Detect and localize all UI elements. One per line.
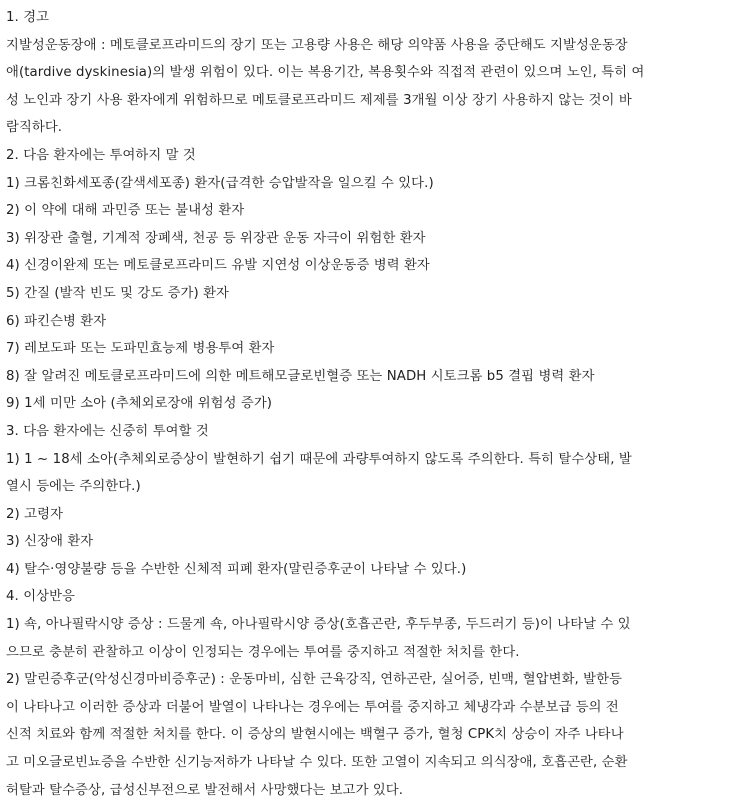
list-item-continuation: 고 미오글로빈뇨증을 수반한 신기능저하가 나타날 수 있다. 또한 고열이 지속되고 의식장애, 호흡곤란, 순환 (6, 755, 628, 771)
list-item: 4) 탈수·영양불량 등을 수반한 신체적 피폐 환자(말린증후군이 나타날 수 있다.) (6, 561, 467, 577)
list-item: 8) 잘 알려진 메토클로프라미드에 의한 메트해모글로빈혈증 또는 NADH 시토크롬 b5 결핍 병력 환자 (6, 368, 595, 384)
list-item-continuation: 으므로 충분히 관찰하고 이상이 인정되는 경우에는 투여를 중지하고 적절한 처치를 한다. (6, 644, 520, 660)
list-item-continuation: 신적 치료와 함께 적절한 처치를 한다. 이 증상의 발현시에는 백혈구 증가, 혈청 CPK치 상승이 자주 나타나 (6, 727, 624, 743)
paragraph-line: 람직하다. (6, 120, 63, 136)
list-item: 2) 고령자 (6, 506, 64, 522)
paragraph-line: 성 노인과 장기 사용 환자에게 위험하므로 메토클로프라미드 제제를 3개월 이상 장기 사용하지 않는 것이 바 (6, 92, 632, 108)
list-item: 3) 위장관 출혈, 기계적 장폐색, 천공 등 위장관 운동 자극이 위험한 환자 (6, 230, 426, 246)
list-item-continuation: 허탈과 탈수증상, 급성신부전으로 발전해서 사망했다는 보고가 있다. (6, 782, 404, 798)
list-item-continuation: 이 나타나고 이러한 증상과 더불어 발열이 나타나는 경우에는 투여를 중지하고 체냉각과 수분보급 등의 전 (6, 699, 619, 715)
section-heading-adverse-reactions: 4. 이상반응 (6, 589, 75, 605)
list-item: 2) 말린증후군(악성신경마비증후군) : 운동마비, 심한 근육강직, 연하곤란, 실어증, 빈맥, 혈압변화, 발한등 (6, 672, 623, 688)
list-item: 5) 간질 (발작 빈도 및 강도 증가) 환자 (6, 285, 229, 301)
list-item: 3) 신장애 환자 (6, 534, 94, 550)
list-item: 1) 1 ~ 18세 소아(추체외로증상이 발현하기 쉽기 때문에 과량투여하지 않도록 주의한다. 특히 탈수상태, 발 (6, 451, 632, 467)
list-item: 9) 1세 미만 소아 (추체외로장애 위험성 증가) (6, 396, 273, 412)
list-item: 7) 레보도파 또는 도파민효능제 병용투여 환자 (6, 341, 275, 357)
paragraph-line: 애(tardive dyskinesia)의 발생 위험이 있다. 이는 복용기간, 복용횟수와 직접적 관련이 있으며 노인, 특히 여 (6, 65, 645, 81)
list-item: 1) 쇽, 아나필락시양 증상 : 드물게 쇽, 아나필락시양 증상(호흡곤란, 후두부종, 두드러기 등)이 나타날 수 있 (6, 617, 631, 633)
section-heading-warning: 1. 경고 (6, 10, 50, 25)
list-item: 2) 이 약에 대해 과민증 또는 불내성 환자 (6, 203, 245, 219)
list-item: 6) 파킨슨병 환자 (6, 313, 107, 329)
section-heading-contraindications: 2. 다음 환자에는 투여하지 말 것 (6, 147, 196, 163)
list-item-continuation: 열시 등에는 주의한다.) (6, 479, 141, 495)
section-heading-caution: 3. 다음 환자에는 신중히 투여할 것 (6, 423, 209, 439)
paragraph-line: 지발성운동장애 : 메토클로프라미드의 장기 또는 고용량 사용은 해당 의약품 사용을 중단해도 지발성운동장 (6, 37, 628, 53)
list-item: 4) 신경이완제 또는 메토클로프라미드 유발 지연성 이상운동증 병력 환자 (6, 258, 430, 274)
list-item: 1) 크롬친화세포종(갈색세포종) 환자(급격한 승압발작을 일으킬 수 있다.) (6, 175, 434, 191)
